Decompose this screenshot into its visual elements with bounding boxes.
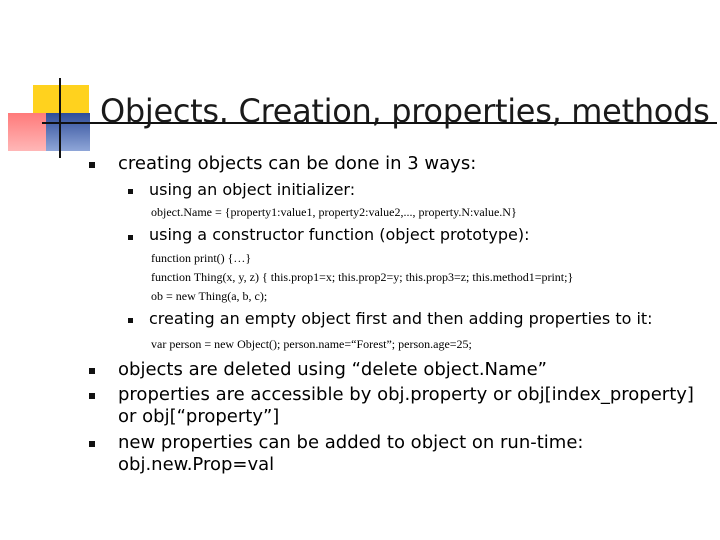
bullet-text-continued: or obj[“property”]	[118, 406, 280, 427]
code-line: var person = new Object(); person.name=“Forest”; person.age=25;	[151, 337, 472, 351]
bullet-text: new properties can be added to object on run-time:	[118, 432, 584, 453]
sub-bullet-icon	[128, 318, 133, 323]
bullet-icon	[89, 441, 95, 447]
code-line: ob = new Thing(a, b, c);	[151, 289, 268, 303]
bullet-text: objects are deleted using “delete object.Name”	[118, 359, 547, 380]
bullet-text-continued: obj.new.Prop=val	[118, 454, 275, 475]
code-line: function print() {…}	[151, 251, 252, 265]
bullet-text: properties are accessible by obj.property or obj[index_property]	[118, 384, 694, 405]
code-line: function Thing(x, y, z) { this.prop1=x; this.prop2=y; this.prop3=z; this.method1=print;}	[151, 270, 574, 284]
decor-vertical-line	[59, 78, 61, 158]
sub-bullet-icon	[128, 235, 133, 240]
bullet-text: creating objects can be done in 3 ways:	[118, 153, 477, 174]
sub-bullet-text: using a constructor function (object prototype):	[149, 225, 530, 244]
decor-red-square	[8, 113, 46, 151]
sub-bullet-icon	[128, 189, 133, 194]
slide-title: Objects. Creation, properties, methods	[100, 92, 710, 130]
code-line: object.Name = {property1:value1, property2:value2,..., property.N:value.N}	[151, 205, 517, 219]
bullet-icon	[89, 393, 95, 399]
sub-bullet-text: using an object initializer:	[149, 180, 356, 199]
bullet-icon	[89, 368, 95, 374]
bullet-icon	[89, 162, 95, 168]
decor-blue-square	[46, 113, 90, 151]
sub-bullet-text: creating an empty object first and then adding properties to it:	[149, 309, 653, 328]
